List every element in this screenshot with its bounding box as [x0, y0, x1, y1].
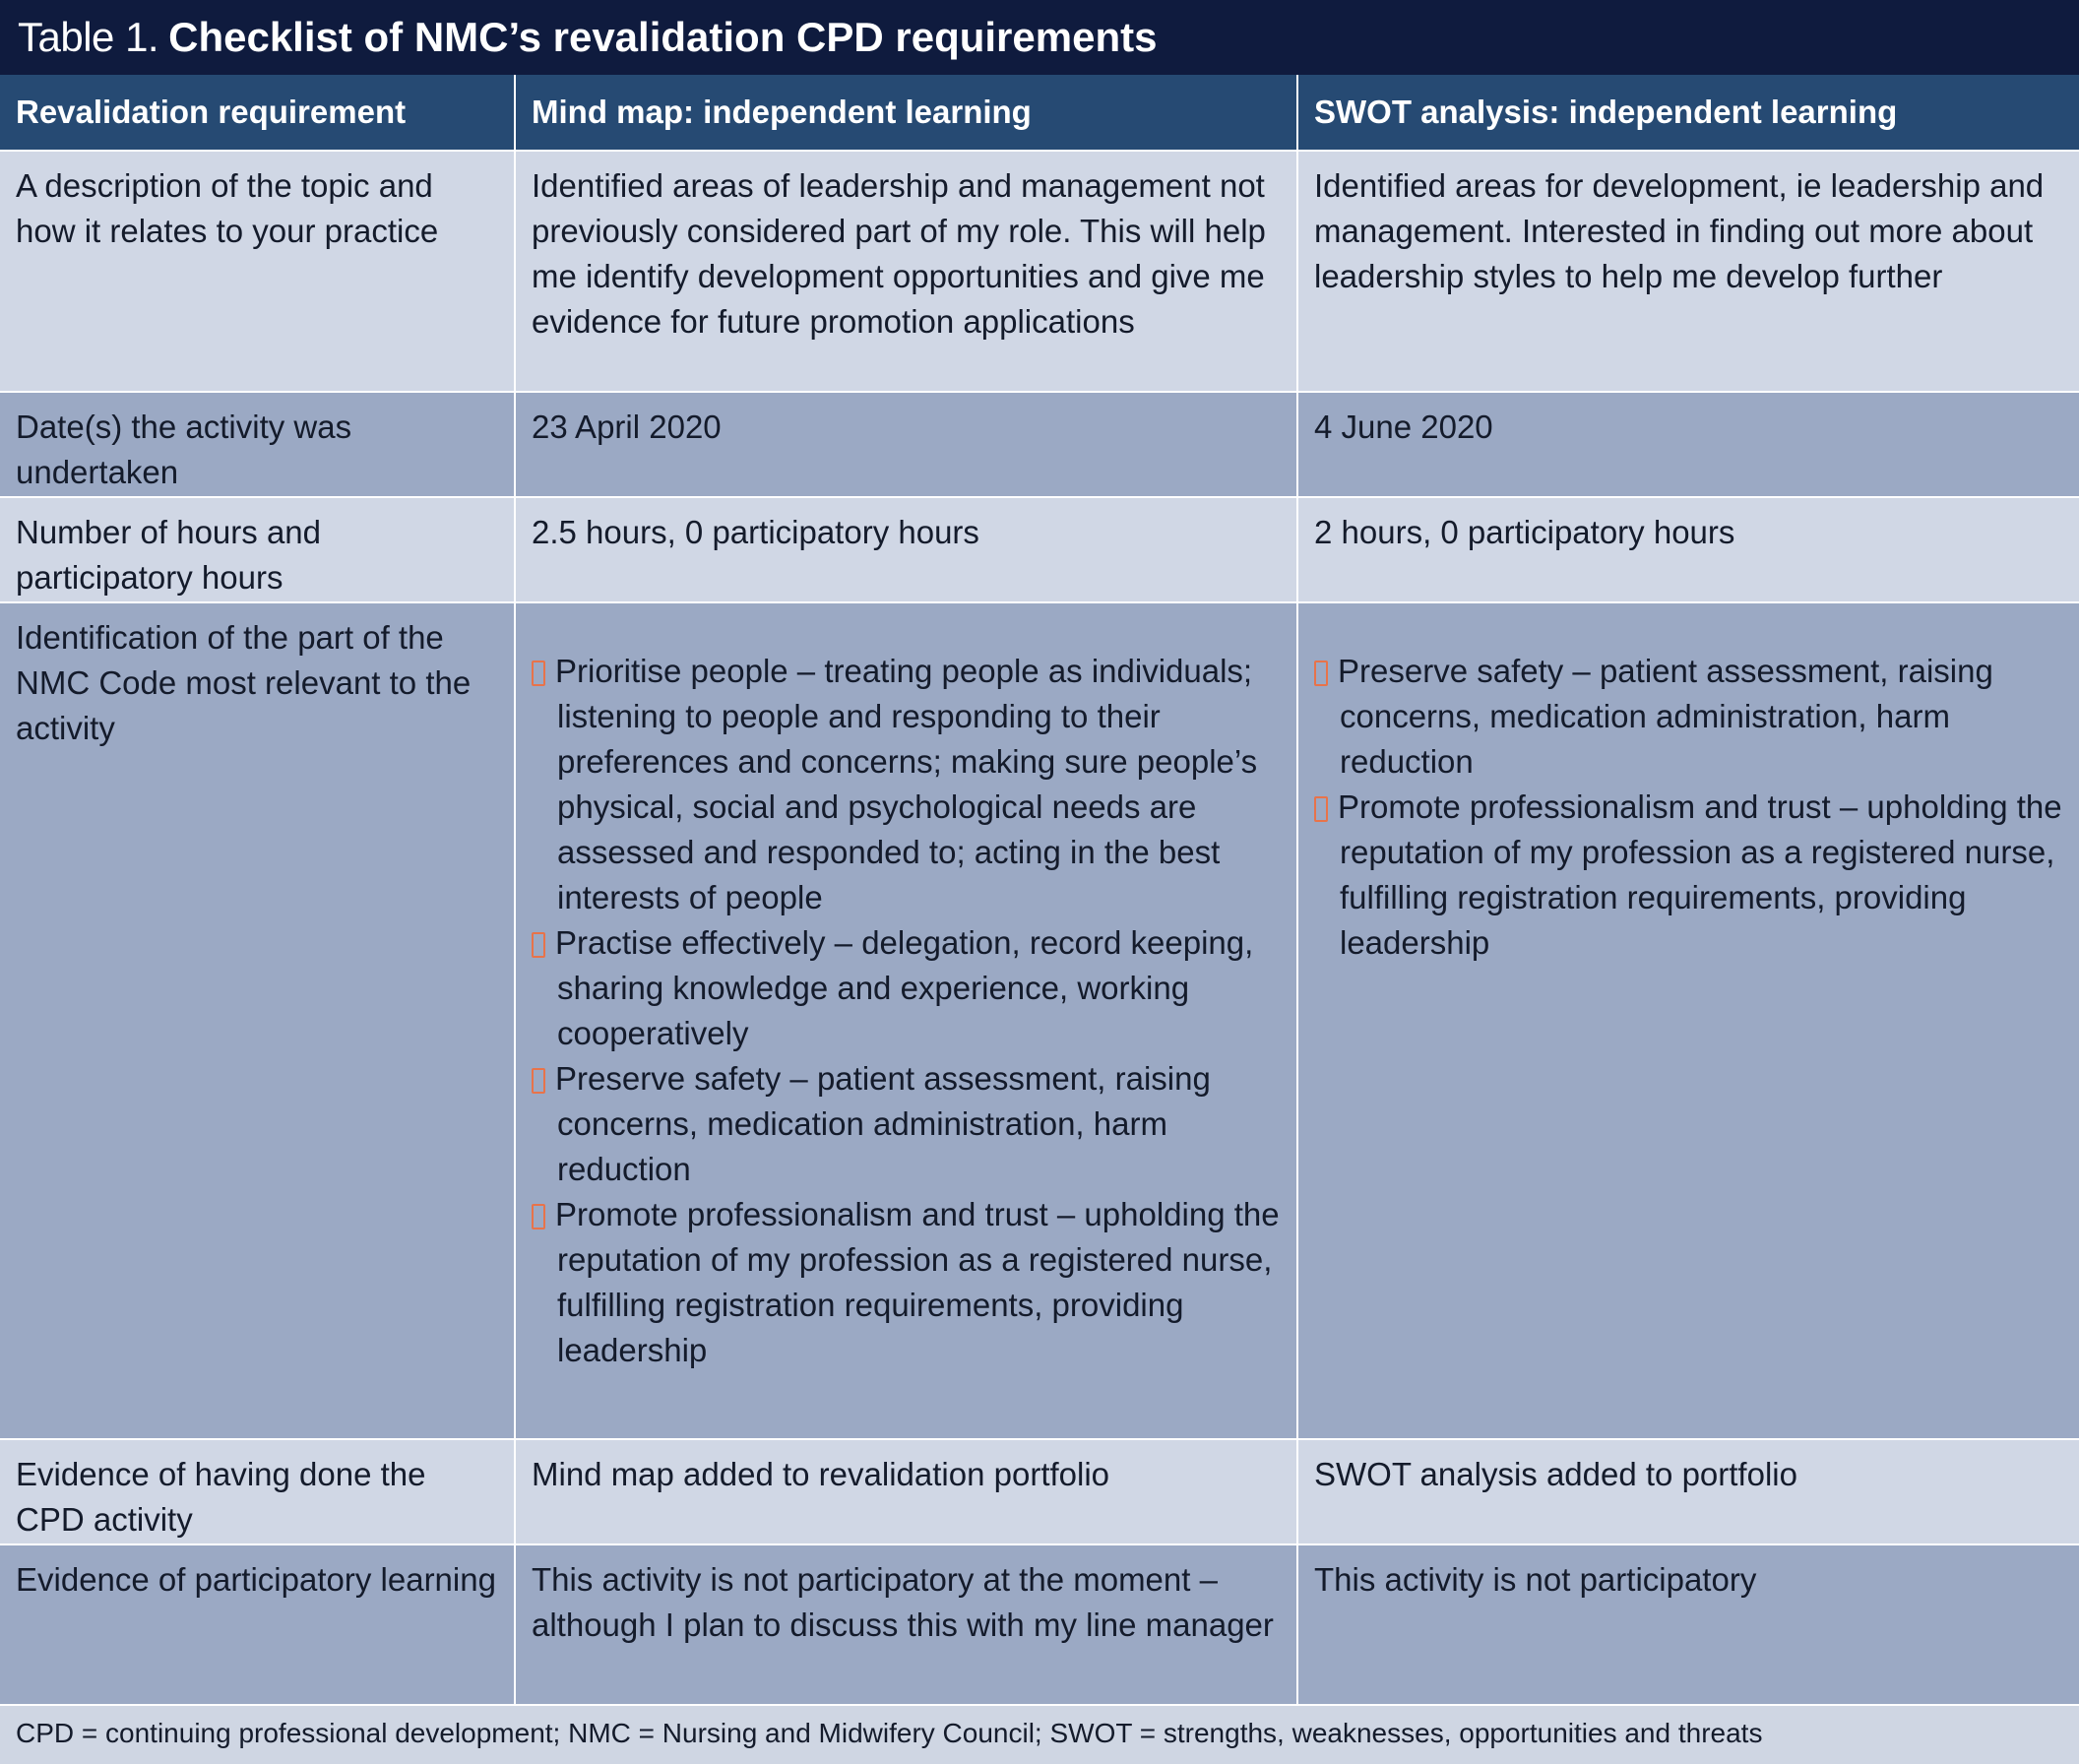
header-swot-analysis: SWOT analysis: independent learning [1297, 75, 2079, 151]
table-number: Table 1. [18, 14, 159, 60]
mind-map-cell: Mind map added to revalidation portfolio [515, 1439, 1297, 1544]
swot-cell: This activity is not participatory [1297, 1544, 2079, 1705]
swot-cell: SWOT analysis added to portfolio [1297, 1439, 2079, 1544]
requirement-cell: Number of hours and participatory hours [0, 497, 515, 602]
table-row [0, 602, 2079, 1439]
list-item-text: Prioritise people – treating people as individuals; listening to people and responding to their preferences and concerns; making sure people’s physical, social and psychological needs are assessed and responded to; acting in the best interests of people [555, 653, 1258, 915]
table-title: Checklist of NMC’s revalidation CPD requirements [168, 14, 1158, 60]
mind-map-cell: This activity is not participatory at the moment – although I plan to discuss this with my line manager [515, 1544, 1297, 1705]
revalidation-table [0, 75, 2079, 1706]
table-row [0, 1439, 2079, 1544]
mind-map-cell [515, 602, 1297, 1439]
list-item-text: Preserve safety – patient assessment, raising concerns, medication administration, harm reduction [1338, 653, 1993, 780]
list-item [1314, 649, 2065, 785]
list-item [1314, 785, 2065, 966]
table-footnote: CPD = continuing professional development; NMC = Nursing and Midwifery Council; SWOT = strengths, weaknesses, opportunities and threats [0, 1706, 2079, 1761]
checkbox-bullet-icon [1314, 796, 1328, 822]
swot-cell: 4 June 2020 [1297, 392, 2079, 497]
swot-cell: Identified areas for development, ie leadership and management. Interested in finding out more about leadership styles to help me develop further [1297, 151, 2079, 392]
checkbox-bullet-icon [532, 1068, 545, 1094]
checkbox-bullet-icon [532, 1204, 545, 1229]
requirement-cell: Identification of the part of the NMC Code most relevant to the activity [0, 602, 515, 1439]
header-row [0, 75, 2079, 151]
requirement-cell: Date(s) the activity was undertaken [0, 392, 515, 497]
mind-map-cell: Identified areas of leadership and management not previously considered part of my role. This will help me identify development opportunities and give me evidence for future promotion applications [515, 151, 1297, 392]
table-row [0, 497, 2079, 602]
swot-cell [1297, 602, 2079, 1439]
checkbox-bullet-icon [532, 932, 545, 958]
mind-map-cell: 23 April 2020 [515, 392, 1297, 497]
mind-map-cell: 2.5 hours, 0 participatory hours [515, 497, 1297, 602]
list-item-text: Preserve safety – patient assessment, raising concerns, medication administration, harm reduction [555, 1060, 1211, 1187]
checkbox-bullet-icon [532, 661, 545, 686]
table-row [0, 392, 2079, 497]
swot-code-list [1314, 649, 2065, 966]
list-item [532, 1192, 1283, 1373]
requirement-cell: Evidence of participatory learning [0, 1544, 515, 1705]
list-item [532, 1056, 1283, 1192]
mind-map-code-list [532, 649, 1283, 1373]
list-item [532, 649, 1283, 920]
list-item-text: Promote professionalism and trust – upholding the reputation of my profession as a registered nurse, fulfilling registration requirements, providing leadership [555, 1196, 1280, 1368]
swot-cell: 2 hours, 0 participatory hours [1297, 497, 2079, 602]
list-item-text: Promote professionalism and trust – upholding the reputation of my profession as a registered nurse, fulfilling registration requirements, providing leadership [1338, 788, 2062, 961]
requirement-cell: Evidence of having done the CPD activity [0, 1439, 515, 1544]
list-item-text: Practise effectively – delegation, record keeping, sharing knowledge and experience, working cooperatively [555, 924, 1254, 1051]
table-row [0, 151, 2079, 392]
list-item [532, 920, 1283, 1056]
header-revalidation-requirement: Revalidation requirement [0, 75, 515, 151]
table-title-bar [0, 0, 2079, 75]
checkbox-bullet-icon [1314, 661, 1328, 686]
header-mind-map: Mind map: independent learning [515, 75, 1297, 151]
table-row [0, 1544, 2079, 1705]
requirement-cell: A description of the topic and how it relates to your practice [0, 151, 515, 392]
